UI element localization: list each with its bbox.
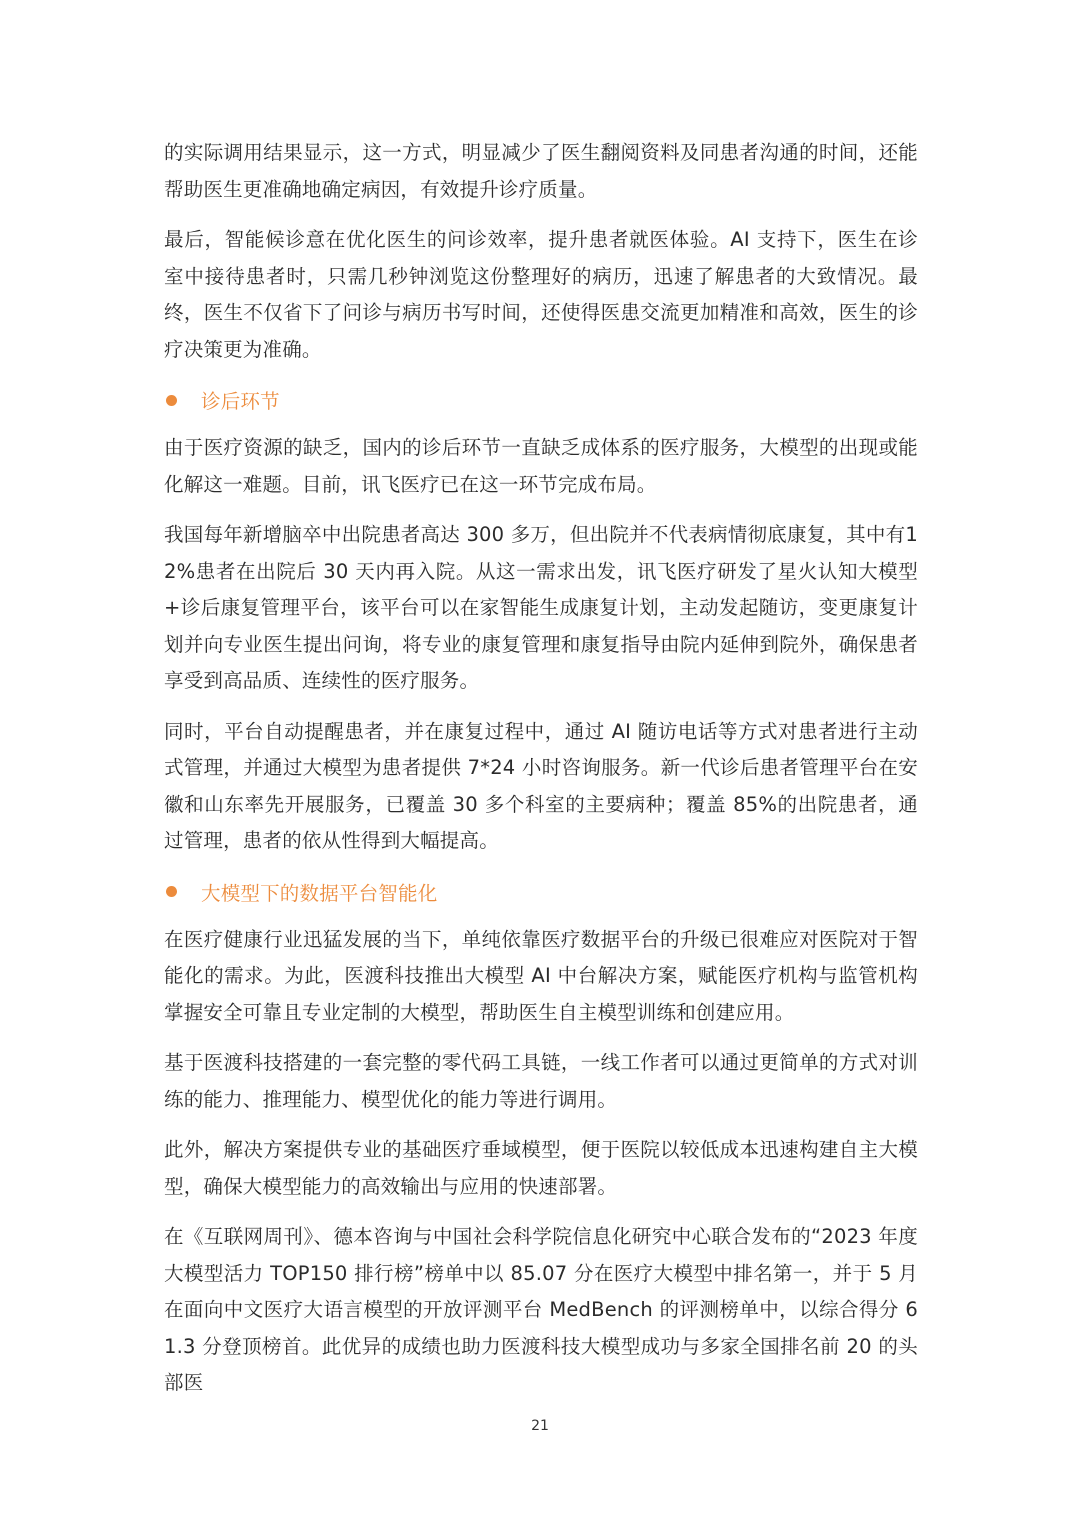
bullet-dot-icon: [166, 886, 177, 897]
section-heading-text: 大模型下的数据平台智能化: [201, 881, 438, 905]
section-heading-text: 诊后环节: [201, 390, 280, 413]
bullet-dot-icon: [166, 395, 177, 406]
paragraph: 我国每年新增脑卒中出院患者高达 300 多万，但出院并不代表病情彻底康复，其中有12%患者在出院后 30 天内再入院。从这一需求出发，讯飞医疗研发了星火认知大模型+诊后康复管理平台，该平台可以在家智能生成康复计划，主动发起随访，变更康复计划并向专业医生提出问询，将专业的康复管理和康复指导由院内延伸到院外，确保患者享受到高品质、连续性的医疗服务。: [164, 523, 918, 692]
paragraph: 同时，平台自动提醒患者，并在康复过程中，通过 AI 随访电话等方式对患者进行主动式管理，并通过大模型为患者提供 7*24 小时咨询服务。新一代诊后患者管理平台在安徽和山东率先开展服务，已覆盖 30 多个科室的主要病种；覆盖 85%的出院患者，通过管理，患者的依从性得到大幅提高。: [164, 719, 918, 852]
paragraph: 此外，解决方案提供专业的基础医疗垂域模型，便于医院以较低成本迅速构建自主大模型，确保大模型能力的高效输出与应用的快速部署。: [164, 1138, 918, 1198]
paragraph: 基于医渡科技搭建的一套完整的零代码工具链，一线工作者可以通过更简单的方式对训练的能力、推理能力、模型优化的能力等进行调用。: [164, 1051, 918, 1111]
paragraph: 最后，智能候诊意在优化医生的问诊效率，提升患者就医体验。AI 支持下，医生在诊室中接待患者时，只需几秒钟浏览这份整理好的病历，迅速了解患者的大致情况。最终，医生不仅省下了问诊与病历书写时间，还使得医患交流更加精准和高效，医生的诊疗决策更为准确。: [164, 228, 918, 361]
paragraph: 在《互联网周刊》、德本咨询与中国社会科学院信息化研究中心联合发布的“2023 年度大模型活力 TOP150 排行榜”榜单中以 85.07 分在医疗大模型中排名第一，并于 5 月在面向中文医疗大语言模型的开放评测平台 MedBench 的评测榜单中，以综合得分 61.3 分登顶榜首。此优异的成绩也助力医渡科技大模型成功与多家全国排名前 20 的头部医: [164, 1225, 918, 1394]
paragraph: 由于医疗资源的缺乏，国内的诊后环节一直缺乏成体系的医疗服务，大模型的出现或能化解这一难题。目前，讯飞医疗已在这一环节完成布局。: [164, 436, 918, 496]
page-number: 21: [531, 1418, 549, 1434]
section-heading-data-platform: [164, 874, 918, 910]
section-heading-post-diagnosis: [164, 382, 918, 418]
paragraph: 在医疗健康行业迅猛发展的当下，单纯依靠医疗数据平台的升级已很难应对医院对于智能化的需求。为此，医渡科技推出大模型 AI 中台解决方案，赋能医疗机构与监管机构掌握安全可靠且专业定制的大模型，帮助医生自主模型训练和创建应用。: [164, 927, 918, 1024]
page-content: [164, 135, 918, 1416]
paragraph: 的实际调用结果显示，这一方式，明显减少了医生翻阅资料及同患者沟通的时间，还能帮助医生更准确地确定病因，有效提升诊疗质量。: [164, 141, 918, 201]
